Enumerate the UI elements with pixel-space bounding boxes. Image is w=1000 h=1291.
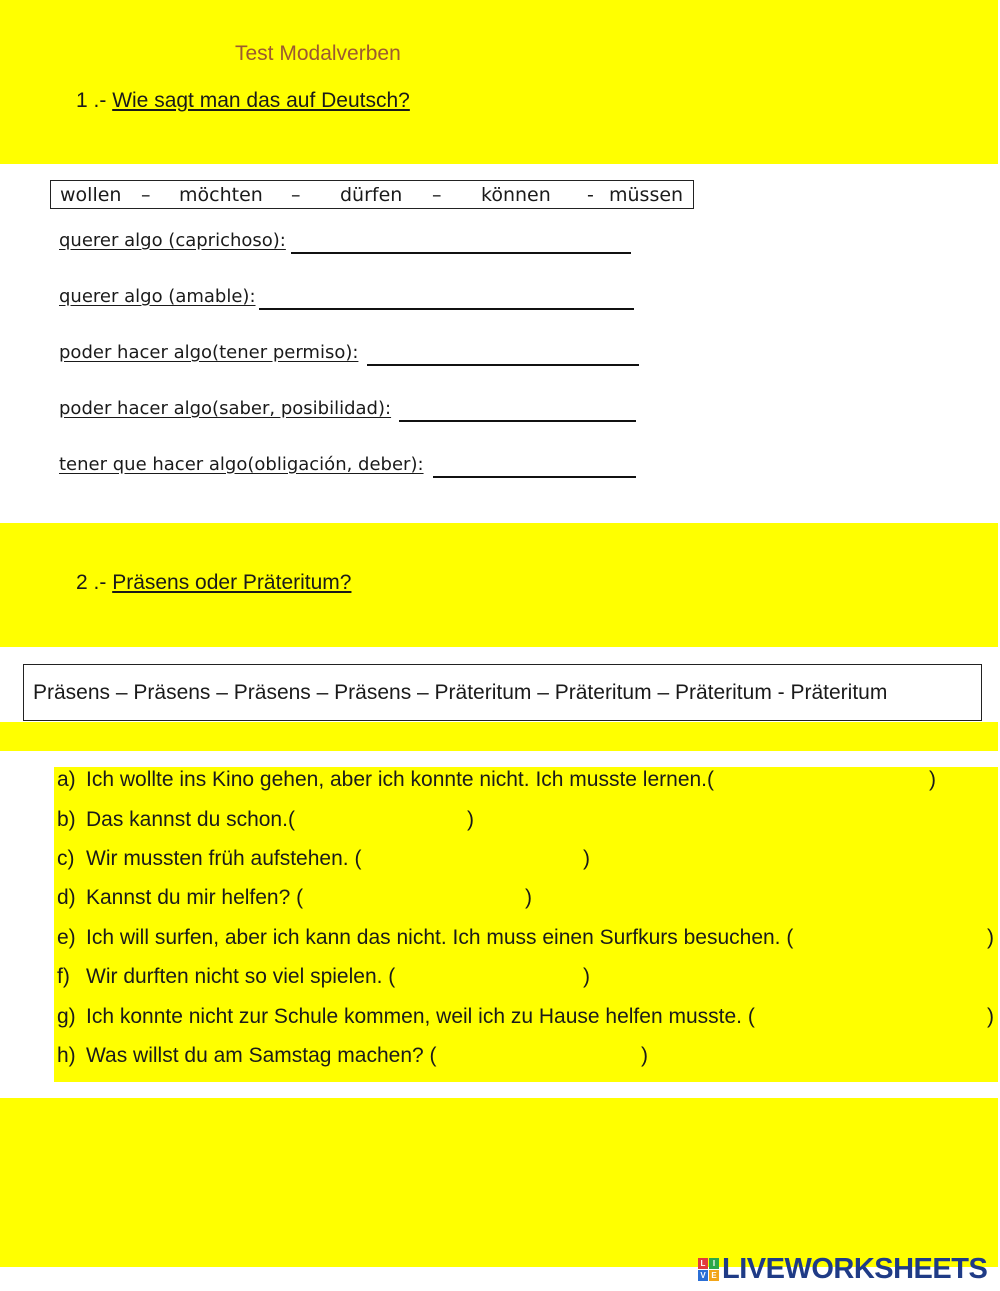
logo-tile: I: [709, 1258, 719, 1269]
question-2-heading: [76, 571, 351, 595]
sentence-letter: g): [57, 1005, 76, 1028]
answer-line[interactable]: [433, 476, 636, 478]
sentence-text: Das kannst du schon.(: [86, 808, 295, 831]
question-1-heading: [76, 89, 410, 113]
answer-blank-close[interactable]: ): [583, 965, 590, 988]
fill-in-item: [59, 230, 631, 256]
question-1-text: Wie sagt man das auf Deutsch?: [112, 89, 410, 112]
sentence-letter: e): [57, 926, 76, 949]
answer-blank-close[interactable]: ): [583, 847, 590, 870]
question-1-number: 1 .-: [76, 89, 107, 112]
fill-in-label: poder hacer algo(saber, posibilidad):: [59, 398, 392, 419]
answer-line[interactable]: [259, 308, 634, 310]
fill-in-item: [59, 286, 634, 312]
word-bank-item: müssen: [609, 184, 684, 206]
fill-in-label: querer algo (caprichoso):: [59, 230, 286, 251]
sentence-text: Kannst du mir helfen? (: [86, 886, 304, 909]
word-bank-separator: -: [587, 184, 594, 206]
sentence-text: Ich wollte ins Kino gehen, aber ich konnte nicht. Ich musste lernen.(: [86, 768, 715, 791]
answer-blank-close[interactable]: ): [525, 886, 532, 909]
sentence-letter: f): [57, 965, 70, 988]
answer-blank-close[interactable]: ): [641, 1044, 648, 1067]
word-bank-separator: –: [141, 184, 151, 206]
answer-blank-close[interactable]: ): [987, 926, 994, 949]
sentence-item: [57, 1044, 657, 1072]
logo-tile: V: [698, 1270, 708, 1281]
sentence-text: Was willst du am Samstag machen? (: [86, 1044, 437, 1067]
answer-blank-close[interactable]: ): [467, 808, 474, 831]
question-2-text: Präsens oder Präteritum?: [112, 571, 352, 594]
sentence-letter: a): [57, 768, 76, 791]
fill-in-label: querer algo (amable):: [59, 286, 256, 307]
word-bank-item: können: [481, 184, 551, 206]
sentence-item: [57, 847, 602, 875]
sentence-item: [57, 768, 947, 796]
sentence-item: [57, 1005, 998, 1033]
tense-bank: [23, 664, 982, 721]
header-highlight: [0, 0, 998, 164]
tense-bank-text: Präsens – Präsens – Präsens – Präsens – Präteritum – Präteritum – Präteritum - Präteritum: [33, 681, 888, 704]
page-title: Test Modalverben: [235, 42, 401, 65]
answer-blank-close[interactable]: ): [929, 768, 936, 791]
sentence-item: [57, 965, 602, 993]
word-bank-item: wollen: [60, 184, 122, 206]
sentence-item: [57, 926, 998, 954]
logo-tile: L: [698, 1258, 708, 1269]
sentence-item: [57, 886, 547, 914]
logo-tiles-icon: [698, 1258, 720, 1282]
fill-in-item: [59, 342, 639, 368]
sentence-letter: b): [57, 808, 76, 831]
logo-tile: E: [709, 1270, 719, 1281]
logo-text: LIVEWORKSHEETS: [722, 1253, 988, 1285]
question-2-number: 2 .-: [76, 571, 107, 594]
modal-verb-bank: [50, 180, 694, 209]
sentence-letter: c): [57, 847, 75, 870]
footer-highlight: [0, 1098, 998, 1267]
fill-in-label: poder hacer algo(tener permiso):: [59, 342, 359, 363]
word-bank-item: dürfen: [340, 184, 403, 206]
answer-blank-close[interactable]: ): [987, 1005, 994, 1028]
word-bank-separator: –: [432, 184, 442, 206]
word-bank-separator: –: [291, 184, 301, 206]
sentence-text: Ich will surfen, aber ich kann das nicht. Ich muss einen Surfkurs besuchen. (: [86, 926, 794, 949]
word-bank-item: möchten: [179, 184, 263, 206]
sentence-letter: d): [57, 886, 76, 909]
fill-in-label: tener que hacer algo(obligación, deber):: [59, 454, 424, 475]
sentence-text: Ich konnte nicht zur Schule kommen, weil ich zu Hause helfen musste. (: [86, 1005, 755, 1028]
fill-in-item: [59, 454, 636, 480]
sentence-letter: h): [57, 1044, 76, 1067]
answer-line[interactable]: [367, 364, 639, 366]
sentence-text: Wir durften nicht so viel spielen. (: [86, 965, 396, 988]
answer-line[interactable]: [291, 252, 631, 254]
divider-highlight: [0, 722, 998, 751]
sentence-item: [57, 808, 487, 836]
answer-line[interactable]: [399, 420, 636, 422]
sentence-text: Wir mussten früh aufstehen. (: [86, 847, 362, 870]
fill-in-item: [59, 398, 636, 424]
